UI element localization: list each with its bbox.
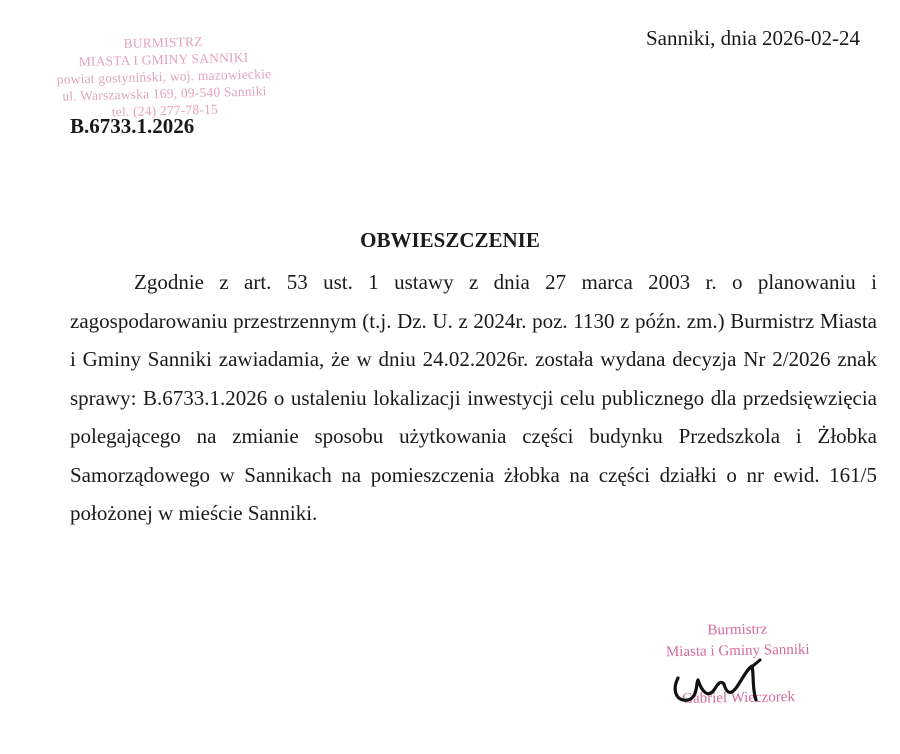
stamp-line-title: BURMISTRZ: [123, 33, 203, 52]
handwritten-signature: [668, 640, 778, 710]
place-date: Sanniki, dnia 2026-02-24: [645, 26, 860, 50]
signature-office: Miasta i Gminy Sanniki: [665, 641, 810, 661]
stamp-line-office: MIASTA I GMINY SANNIKI: [78, 49, 249, 70]
signature-role: Burmistrz: [707, 621, 768, 639]
signature-name: Gabriel Wieczorek: [682, 689, 796, 707]
office-stamp: [13, 30, 315, 123]
announcement-body: Zgodnie z art. 53 ust. 1 ustawy z dnia 27 marca 2003 r. o planowaniu i zagospodarowaniu przestrzennym (t.j. Dz. U. z 2024r. poz. 1130 z późn. zm.) Burmistrz Miasta i Gminy Sanniki zawiadamia, że w dniu 24.02.2026r. została wydana decyzja Nr 2/2026 znak sprawy: B.6733.1.2026 o ustaleniu lokalizacji inwestycji celu publicznego dla przedsięwzięcia polegającego na zmianie sposobu użytkowania części budynku Przedszkola i Żłobka Samorządowego w Sannikach na pomieszczenia żłobka na części działki o nr ewid. 161/5 położonej w mieście Sanniki.: [70, 270, 877, 525]
stamp-line-address: ul. Warszawska 169, 09-540 Sanniki: [62, 83, 267, 104]
stamp-line-region: powiat gostyniński, woj. mazowieckie: [56, 66, 272, 87]
stamp-line-phone: tel. (24) 277-78-15: [111, 101, 219, 120]
document-title: OBWIESZCZENIE: [360, 228, 540, 252]
reference-number: B.6733.1.2026: [70, 114, 195, 138]
